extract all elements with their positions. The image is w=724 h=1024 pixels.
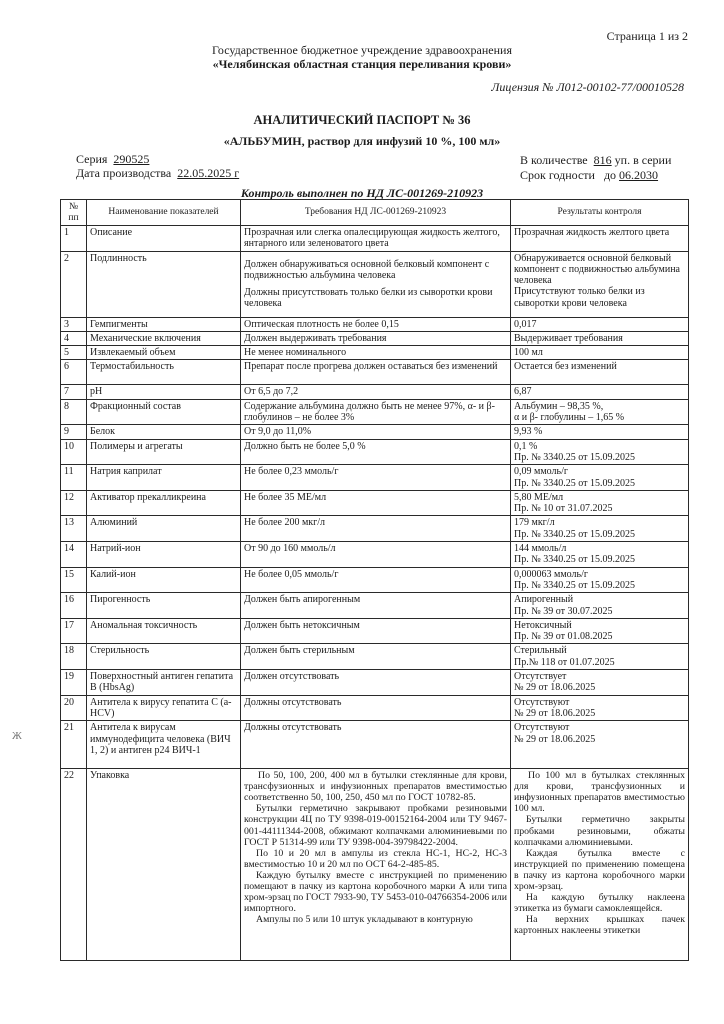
quantity-label: В количестве xyxy=(520,153,588,167)
req-text: Должны присутствовать только белки из сыворотки крови человека xyxy=(244,287,493,310)
result-text: Пр. № 39 от 30.07.2025 xyxy=(514,605,613,617)
expiry-prefix: до xyxy=(603,168,617,182)
header-results: Результаты контроля xyxy=(511,200,689,226)
table-row: 7 pH От 6,5 до 7,2 6,87 xyxy=(61,385,689,399)
result-text: 179 мкг/л xyxy=(514,517,555,529)
product-name: «АЛЬБУМИН, раствор для инфузий 10 %, 100 мл» xyxy=(223,134,501,148)
result-text: № 29 от 18.06.2025 xyxy=(514,733,596,745)
result-text: Пр. № 3340.25 от 15.09.2025 xyxy=(514,554,636,566)
analysis-table xyxy=(60,199,689,961)
result-text: Пр.№ 118 от 01.07.2025 xyxy=(514,656,615,668)
table-row: 21 Антитела к вирусам иммунодефицита человека (ВИЧ 1, 2) и антиген p24 ВИЧ-1 Должны отсутствовать Отсутствуют № 29 от 18.06.2025 xyxy=(61,721,689,769)
table-row: 12 Активатор прекалликреина Не более 35 МЕ/мл 5,80 МЕ/мл Пр. № 10 от 31.07.2025 xyxy=(61,490,689,516)
table-row: 2 Подлинность Должен обнаруживаться основной белковый компонент с подвижностью альбумина человека Должны присутствовать только белки из сыворотки крови человека Обнаруживается основной белковый компонент с подвижностью альбумина человека Присутствуют только белки из сыворотки крови человека xyxy=(61,251,689,317)
result-text: Пр. № 10 от 31.07.2025 xyxy=(514,503,613,515)
result-text: Обнаруживается основной белковый компонент с подвижностью альбумина человека xyxy=(514,252,680,287)
table-row: 15 Калий-ион Не более 0,05 ммоль/г 0,000063 ммоль/г Пр. № 3340.25 от 15.09.2025 xyxy=(61,567,689,593)
table-row: 8 Фракционный состав Содержание альбумина должно быть не менее 97%, α- и β-глобулинов – не более 3% Альбумин – 98,35 %, α и β- глобулины – 1,65 % xyxy=(61,399,689,425)
series-value: 290525 xyxy=(113,152,150,166)
quantity-suffix: уп. в серии xyxy=(614,153,672,167)
control-title: Контроль выполнен по НД ЛС-001269-210923 xyxy=(240,186,484,200)
table-row: 5 Извлекаемый объем Не менее номинального 100 мл xyxy=(61,346,689,360)
margin-mark: Ж xyxy=(12,730,22,742)
result-text: 144 ммоль/л xyxy=(514,543,567,555)
result-text: 5,80 МЕ/мл xyxy=(514,491,564,503)
production-date-line xyxy=(76,166,239,181)
expiry-label: Срок годности xyxy=(520,168,595,182)
table-row: 6 Термостабильность Препарат после прогрева должен оставаться без изменений Остается без изменений xyxy=(61,360,689,385)
table-row-packaging: 22 Упаковка По 50, 100, 200, 400 мл в бутылки стеклянные для крови, трансфузионных и инфузионных препаратов вместимостью соответственно 50, 100, 250, 450 мл по ГОСТ 10782-85. Бутылки герметично закрывают пробками резиновыми конструкции 4Ц по ТУ 9398-019-00152164-2004 или ТУ 9467-001-44111344-2008, обжимают колпачками алюминиевыми по ГОСТ Р 51314-99 или ТУ 9398-004-39798422-2004. По 10 и 20 мл в ампулы из стекла НС-1, НС-2, НС-3 вместимостью 10 и 20 мл по ОСТ 64-2-485-85. Каждую бутылку вместе с инструкцией по применению помещают в пачку из картона коробочного марки А или типа хром-эрзац по ГОСТ 7933-90, ТУ 5453-010-04766354-2006 или импортного. Ампулы по 5 или 10 штук укладывают в контурную По 100 мл в бутылках стеклянных для крови, трансфузионных и инфузионных препаратов вместимостью 100 мл. Бутылки герметично закрыты пробками резиновыми, обжаты колпачками алюминиевыми. Каждая бутылка вместе с инструкцией по применению помещена в пачку из картона коробочного марки хром-эрзац. На каждую бутылку наклеена этикетка из бумаги самоклеящейся. На верхних крышках пачек картонных наклеены этикетки xyxy=(61,769,689,961)
table-row: 14 Натрий-ион От 90 до 160 ммоль/л 144 ммоль/л Пр. № 3340.25 от 15.09.2025 xyxy=(61,542,689,568)
production-label: Дата производства xyxy=(76,166,172,180)
table-row: 18 Стерильность Должен быть стерильным Стерильный Пр.№ 118 от 01.07.2025 xyxy=(61,644,689,670)
expiry-value: 06.2030 xyxy=(619,168,659,182)
result-text: Нетоксичный xyxy=(514,619,572,631)
header-requirements: Требования НД ЛС-001269-210923 xyxy=(241,200,511,226)
result-text: Отсутствует xyxy=(514,671,567,683)
table-row: 16 Пирогенность Должен быть апирогенным Апирогенный Пр. № 39 от 30.07.2025 xyxy=(61,593,689,619)
table-row: 17 Аномальная токсичность Должен быть нетоксичным Нетоксичный Пр. № 39 от 01.08.2025 xyxy=(61,618,689,644)
result-text: № 29 от 18.06.2025 xyxy=(514,682,596,694)
license-number: Лицензия № Л012-00102-77/00010528 xyxy=(491,80,684,94)
result-text: Альбумин – 98,35 %, xyxy=(514,400,604,412)
table-row: 1 Описание Прозрачная или слегка опалесцирующая жидкость желтого, янтарного или зеленоватого цвета Прозрачная жидкость желтого цвета xyxy=(61,226,689,252)
result-text: 0,1 % xyxy=(514,440,538,452)
table-row: 10 Полимеры и агрегаты Должно быть не более 5,0 % 0,1 % Пр. № 3340.25 от 15.09.2025 xyxy=(61,439,689,465)
result-text: Апирогенный xyxy=(514,594,574,606)
result-text: α и β- глобулины – 1,65 % xyxy=(514,412,625,424)
result-text: Пр. № 3340.25 от 15.09.2025 xyxy=(514,579,636,591)
table-row: 20 Антитела к вирусу гепатита С (а-HCV) Должны отсутствовать Отсутствуют № 29 от 18.06.2025 xyxy=(61,695,689,721)
series-label: Серия xyxy=(76,152,108,166)
page-number: Страница 1 из 2 xyxy=(606,29,688,43)
result-text: Пр. № 3340.25 от 15.09.2025 xyxy=(514,528,636,540)
production-value: 22.05.2025 г xyxy=(177,166,240,180)
req-text: Должен обнаруживаться основной белковый компонент с подвижностью альбумина человека xyxy=(244,258,490,281)
expiry-line xyxy=(520,168,658,183)
result-text: Отсутствуют xyxy=(514,696,570,708)
result-text: Пр. № 3340.25 от 15.09.2025 xyxy=(514,477,636,489)
table-row: 19 Поверхностный антиген гепатита В (HbsAg) Должен отсутствовать Отсутствует № 29 от 18.06.2025 xyxy=(61,670,689,696)
table-row: 11 Натрия каприлат Не более 0,23 ммоль/г 0,09 ммоль/г Пр. № 3340.25 от 15.09.2025 xyxy=(61,465,689,491)
result-text: 0,000063 ммоль/г xyxy=(514,568,588,580)
series-line xyxy=(76,152,149,167)
result-text: Отсутствуют xyxy=(514,722,570,734)
table-row: 3 Гемпигменты Оптическая плотность не более 0,15 0,017 xyxy=(61,317,689,331)
result-text: Присутствуют только белки из сыворотки крови человека xyxy=(514,286,645,309)
header-num: № пп xyxy=(61,200,87,226)
packaging-results: По 100 мл в бутылках стеклянных для крови, трансфузионных и инфузионных препаратов вместимостью 100 мл. Бутылки герметично закрыты пробками резиновыми, обжаты колпачками алюминиевыми. Каждая бутылка вместе с инструкцией по применению помещена в пачку из картона коробочного марки хром-эрзац. На каждую бутылку наклеена этикетка из бумаги самоклеящейся. На верхних крышках пачек картонных наклеены этикетки xyxy=(511,769,689,961)
packaging-requirements: По 50, 100, 200, 400 мл в бутылки стеклянные для крови, трансфузионных и инфузионных препаратов вместимостью соответственно 50, 100, 250, 450 мл по ГОСТ 10782-85. Бутылки герметично закрывают пробками резиновыми конструкции 4Ц по ТУ 9398-019-00152164-2004 или ТУ 9467-001-44111344-2008, обжимают колпачками алюминиевыми по ГОСТ Р 51314-99 или ТУ 9398-004-39798422-2004. По 10 и 20 мл в ампулы из стекла НС-1, НС-2, НС-3 вместимостью 10 и 20 мл по ОСТ 64-2-485-85. Каждую бутылку вместе с инструкцией по применению помещают в пачку из картона коробочного марки А или типа хром-эрзац по ГОСТ 7933-90, ТУ 5453-010-04766354-2006 или импортного. Ампулы по 5 или 10 штук укладывают в контурную xyxy=(241,769,511,961)
table-row: 4 Механические включения Должен выдерживать требования Выдерживает требования xyxy=(61,331,689,345)
quantity-line xyxy=(520,153,671,168)
result-text: Пр. № 3340.25 от 15.09.2025 xyxy=(514,451,636,463)
header-name: Наименование показателей xyxy=(87,200,241,226)
table-row: 9 Белок От 9,0 до 11,0% 9,93 % xyxy=(61,425,689,439)
organization-line-2: «Челябинская областная станция переливания крови» xyxy=(212,57,512,71)
quantity-value: 816 xyxy=(593,153,612,167)
result-text: № 29 от 18.06.2025 xyxy=(514,707,596,719)
table-row: 13 Алюминий Не более 200 мкг/л 179 мкг/л Пр. № 3340.25 от 15.09.2025 xyxy=(61,516,689,542)
organization-line-1: Государственное бюджетное учреждение здравоохранения xyxy=(212,43,512,57)
result-text: 0,09 ммоль/г xyxy=(514,466,568,478)
document-title: АНАЛИТИЧЕСКИЙ ПАСПОРТ № 36 xyxy=(253,113,471,127)
result-text: Пр. № 39 от 01.08.2025 xyxy=(514,631,613,643)
result-text: Стерильный xyxy=(514,645,567,657)
